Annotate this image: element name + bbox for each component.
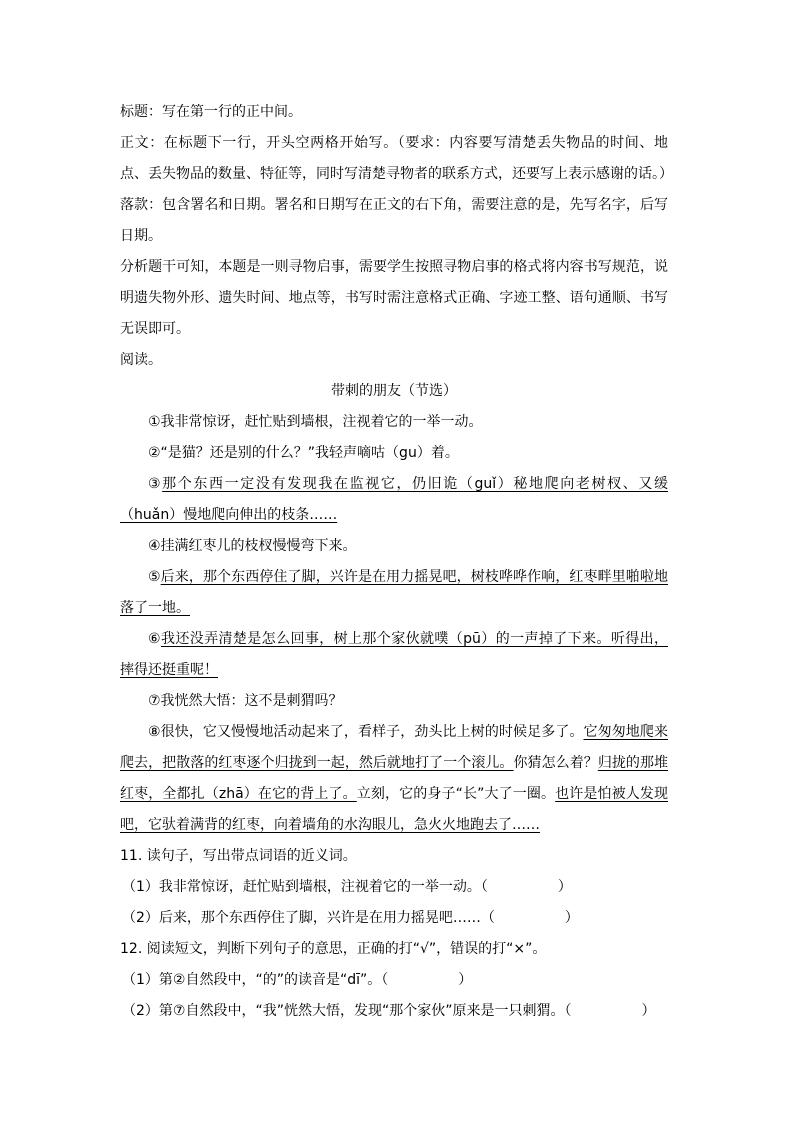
- paragraph-4: ④挂满红枣儿的枝杈慢慢弯下来。: [148, 538, 357, 554]
- paragraph-3: [120, 469, 668, 531]
- signature-rule: 落款：包含署名和日期。署名和日期写在正文的右下角，需要注意的是，先写名字，后写日期。: [120, 197, 668, 244]
- analysis: 分析题干可知，本题是一则寻物启事，需要学生按照寻物启事的格式将内容书写规范，说明遗失物外形、遗失时间、地点等，书写时需注意格式正确、字迹工整、语句通顺、书写无误即可。: [120, 259, 668, 337]
- question-12-1: （1）第②自然段中，“的”的读音是“dī”。（ ）: [122, 972, 473, 988]
- underlined-text: 归拢的那堆红枣，全都扎（zhā）在它的背上了。: [120, 755, 669, 802]
- paragraph-2: ②“是猫？还是别的什么？”我轻声嘀咕（gu）着。: [148, 445, 459, 461]
- paragraph-number: ⑥: [148, 631, 161, 647]
- text-segment: ⑧很快，它又慢慢地活动起来了，看样子，劲头比上树的时候足多了。: [148, 724, 584, 740]
- paragraph-number: ③: [148, 476, 163, 492]
- reading-label: 阅读。: [120, 352, 162, 368]
- passage-title: 带刺的朋友（节选）: [331, 383, 457, 399]
- underlined-text: 我还没弄清楚是怎么回事，树上那个家伙就噗（pū）的一声掉了下来。听得出，摔得还挺重呢！: [120, 631, 668, 678]
- question-12: 12. 阅读短文，判断下列句子的意思，正确的打“√”，错误的打“×”。: [120, 941, 547, 957]
- text-segment: 立刻，它的身子“长”大了一圈。: [356, 786, 556, 802]
- question-11: 11. 读句子，写出带点词语的近义词。: [120, 848, 357, 864]
- question-11-1: （1）我非常惊讶，赶忙贴到墙根，注视着它的一举一动。（ ）: [122, 879, 572, 895]
- underlined-text: 那个东西一定没有发现我在监视它，仍旧诡（guǐ）秘地爬向老树杈、又缓（huǎn）慢地爬向伸出的枝条……: [120, 476, 668, 523]
- title-rule: 标题：写在第一行的正中间。: [120, 104, 302, 120]
- paragraph-1: ①我非常惊讶，赶忙贴到墙根，注视着它的一举一动。: [148, 414, 483, 430]
- text-segment: 你猜怎么着？: [513, 755, 598, 771]
- paragraph-number: ⑤: [148, 569, 161, 585]
- paragraph-8: [120, 717, 668, 841]
- question-11-2: （2）后来，那个东西停住了脚，兴许是在用力摇晃吧……（ ）: [122, 910, 579, 926]
- body-rule: 正文：在标题下一行，开头空两格开始写。（要求：内容要写清楚丢失物品的时间、地点、丢失物品的数量、特征等，同时写清楚寻物者的联系方式，还要写上表示感谢的话。）: [120, 135, 673, 182]
- paragraph-6: [120, 624, 668, 686]
- paragraph-5: [120, 562, 668, 624]
- underlined-text: 它匆匆地爬来爬去，把散落的红枣逐个归拢到一起，然后就地打了一个滚儿。: [120, 724, 668, 771]
- document-page: [120, 97, 673, 1027]
- underlined-text: 后来，那个东西停住了脚，兴许是在用力摇晃吧，树枝哗哗作响，红枣畔里啪啦地落了一地。: [120, 569, 668, 616]
- paragraph-7: ⑦我恍然大悟：这不是刺猬吗？: [148, 693, 343, 709]
- underlined-text: 也许是怕被人发现吧，它驮着满背的红枣，向着墙角的水沟眼儿，急火火地跑去了……: [120, 786, 669, 833]
- question-12-2: （2）第⑦自然段中，“我”恍然大悟，发现“那个家伙”原来是一只刺猬。（ ）: [122, 1003, 656, 1019]
